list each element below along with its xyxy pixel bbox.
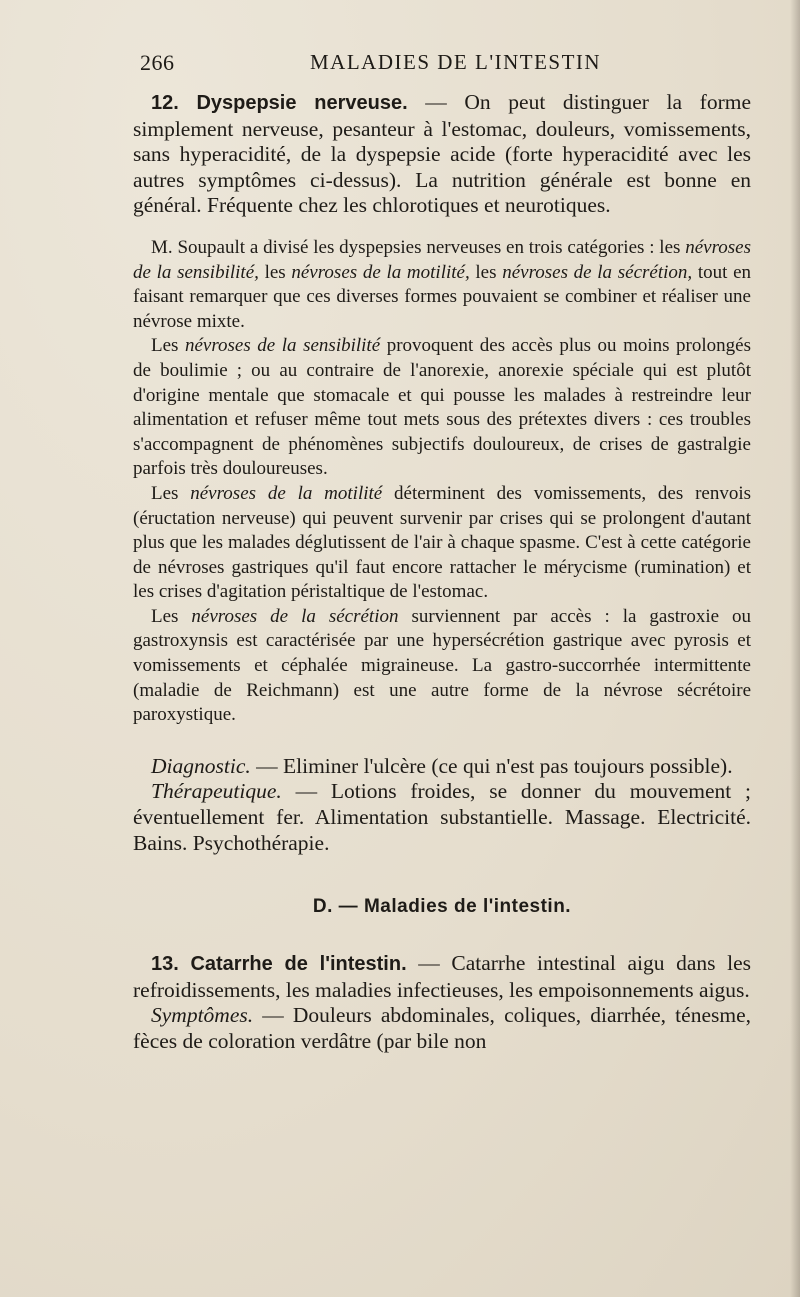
motilite-text-1: Les bbox=[151, 482, 191, 504]
diagnostic-label: Diagnostic. bbox=[151, 753, 251, 778]
soupault-paragraph bbox=[133, 236, 751, 334]
spacer bbox=[133, 728, 751, 754]
sensibilite-text-2: provoquent des accès plus ou moins prolongés de boulimie ; ou au contraire de l'anorexie, anorexie spéciale qui est plutôt d'origine mentale que stomacale et qui pousse les malades à restreindre leur alimentation et refuser même tout mets sous des prétextes divers : ces troubles s'accompagnent de phénomènes subjectifs douloureux, de crises de gastralgie parfois très douloureuses. bbox=[133, 335, 751, 480]
soupault-text-2: les bbox=[258, 261, 292, 283]
secretion-italic: névroses de la sécrétion bbox=[191, 605, 399, 627]
soupault-text-3: les bbox=[469, 261, 503, 283]
page-edge-shadow bbox=[790, 0, 800, 1297]
sensibilite-paragraph bbox=[133, 334, 751, 482]
motilite-text-2: déterminent des vomissements, des renvois (éructation nerveuse) qui peuvent survenir par crises qui se prolongent d'autant plus que les malades déglutissent de l'air à chaque spasme. C'est à cette catégorie de névroses gastriques qu'il faut encore rattacher le mérycisme (rumination) et les crises d'agitation péristaltique de l'estomac. bbox=[133, 482, 751, 603]
section-13-title: Catarrhe de l'intestin. bbox=[190, 953, 407, 976]
sensibilite-text-1: Les bbox=[151, 335, 185, 357]
page-header bbox=[140, 50, 700, 80]
symptomes-label: Symptômes. bbox=[151, 1003, 254, 1028]
subsection-heading: D. — Maladies de l'intestin. bbox=[312, 896, 572, 918]
therapeutique-body: — Lotions froides, se donner du mouvement ; éventuellement fer. Alimentation substantielle. Massage. Electricité. Bains. Psychothérapie. bbox=[133, 779, 751, 855]
diagnostic-body: — Eliminer l'ulcère (ce qui n'est pas toujours possible). bbox=[250, 753, 733, 778]
therapeutique-label: Thérapeutique. bbox=[151, 779, 282, 804]
secretion-paragraph bbox=[133, 605, 751, 728]
therapeutique-paragraph bbox=[133, 779, 751, 856]
motilite-italic: névroses de la motilité bbox=[190, 482, 383, 504]
section-13-number: 13. bbox=[151, 953, 179, 976]
spacer bbox=[133, 856, 751, 896]
page-number: 266 bbox=[140, 50, 175, 75]
section-12-paragraph bbox=[133, 90, 751, 219]
section-13-paragraph bbox=[133, 951, 751, 1003]
soupault-italic-2: névroses de la motilité, bbox=[291, 261, 470, 283]
running-title: MALADIES DE L'INTESTIN bbox=[310, 50, 602, 74]
motilite-paragraph bbox=[133, 482, 751, 605]
spacer bbox=[133, 219, 751, 236]
soupault-text-4: tout en faisant remarquer que ces diverses formes pouvaient se combiner et réaliser une névrose mixte. bbox=[133, 261, 751, 332]
section-12-body: — On peut distinguer la forme simplement nerveuse, pesanteur à l'estomac, douleurs, vomissements, sans hyperacidité, de la dyspepsie acide (forte hyperacidité avec les autres symptômes ci-dessus). La nutrition générale est bonne en général. Fréquente chez les chlorotiques et neurotiques. bbox=[133, 90, 751, 218]
symptomes-body: — Douleurs abdominales, coliques, diarrhée, ténesme, fèces de coloration verdâtre (par bile non bbox=[133, 1003, 751, 1053]
section-12-number: 12. bbox=[151, 92, 179, 114]
symptomes-paragraph bbox=[133, 1003, 751, 1054]
section-12-title: Dyspepsie nerveuse. bbox=[196, 92, 408, 114]
secretion-text-2: surviennent par accès : la gastroxie ou gastroxynsis est caractérisée par une hypersécrétion gastrique avec pyrosis et vomissements et céphalée migraineuse. La gastro-succorrhée intermittente (maladie de Reichmann) est une autre forme de la névrose sécrétoire paroxystique. bbox=[133, 605, 752, 726]
soupault-italic-1: névroses de la sensibilité, bbox=[133, 236, 751, 283]
secretion-text-1: Les bbox=[151, 605, 192, 627]
page-content bbox=[133, 90, 751, 1055]
spacer bbox=[133, 918, 751, 951]
section-13-body: — Catarrhe intestinal aigu dans les refroidissements, les maladies infectieuses, les empoisonnements aigus. bbox=[133, 951, 751, 1002]
sensibilite-italic: névroses de la sensibilité bbox=[184, 335, 381, 357]
soupault-text-1: M. Soupault a divisé les dyspepsies nerveuses en trois catégories : les bbox=[151, 236, 686, 258]
soupault-italic-3: névroses de la sécrétion, bbox=[502, 261, 693, 283]
diagnostic-paragraph bbox=[133, 754, 751, 780]
